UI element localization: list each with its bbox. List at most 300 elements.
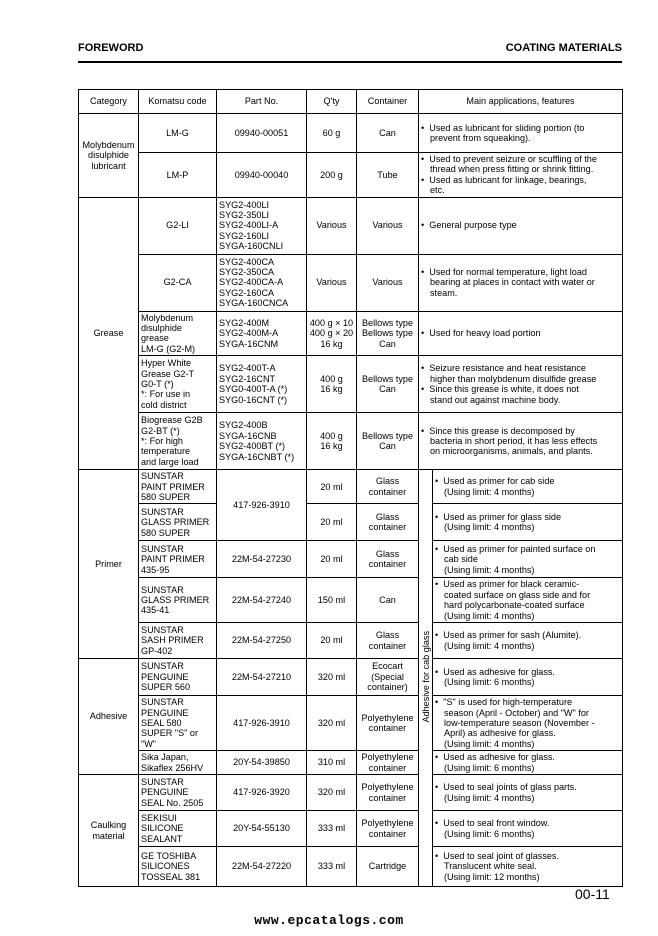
text-line: SEALANT xyxy=(141,833,183,844)
application-line: higher than molybdenum disulfide grease xyxy=(430,373,597,384)
text-line: SEKISUI xyxy=(141,813,177,824)
text-line: 320 ml xyxy=(317,671,346,682)
application-line: Since this grease is decomposed by xyxy=(429,425,575,436)
komatsu-code-cell: G2-CA xyxy=(139,254,217,311)
text-line: 580 SUPER xyxy=(141,527,191,538)
application-line: steam. xyxy=(430,287,458,298)
text-line: 320 ml xyxy=(317,717,346,728)
table-row xyxy=(79,504,623,541)
text-line: 22M-54-27230 xyxy=(231,554,292,565)
header-section-title: FOREWORD xyxy=(78,42,144,54)
container-cell xyxy=(357,659,419,696)
text-line: Polyethylene xyxy=(361,752,414,763)
quantity-cell xyxy=(307,847,357,887)
quantity-cell xyxy=(307,504,357,541)
komatsu-code-cell xyxy=(139,847,217,887)
komatsu-code-cell xyxy=(139,311,217,356)
category-cell-primer: Primer xyxy=(79,470,139,659)
text-line: SYG2-400B xyxy=(219,420,268,431)
text-line: Can xyxy=(379,595,396,606)
komatsu-code-cell xyxy=(139,413,217,470)
text-line: container xyxy=(368,762,407,773)
text-line: SYGA-16CNM xyxy=(219,338,279,349)
text-line: 400 g xyxy=(320,430,343,441)
table-row xyxy=(79,311,623,356)
container-cell xyxy=(357,413,419,470)
part-number-cell xyxy=(217,659,307,696)
text-line: Can xyxy=(379,338,396,349)
text-line: LM-G (G2-M) xyxy=(141,343,196,354)
glass-adhesive-note-cell xyxy=(419,470,433,887)
applications-cell xyxy=(433,659,623,696)
text-line: container xyxy=(368,486,407,497)
komatsu-code-cell xyxy=(139,751,217,775)
coating-materials-table xyxy=(78,89,623,887)
col-header-category: Category xyxy=(79,90,139,114)
text-line: SEAL 580 xyxy=(141,717,182,728)
komatsu-code-cell xyxy=(139,578,217,623)
part-number-cell xyxy=(217,254,307,311)
application-line: bacteria in short period, it has less effects xyxy=(430,436,598,447)
applications-cell xyxy=(419,153,623,198)
category-cell-grease: Grease xyxy=(79,197,139,470)
text-line: 20 ml xyxy=(320,635,343,646)
applications-cell xyxy=(433,623,623,659)
text-line: 320 ml xyxy=(317,787,346,798)
text-line: GE TOSHIBA xyxy=(141,851,197,862)
text-line: Can xyxy=(379,384,396,395)
text-line: Sikaflex 256HV xyxy=(141,762,204,773)
part-number-cell xyxy=(217,356,307,413)
text-line: container xyxy=(368,559,407,570)
part-number-cell xyxy=(217,696,307,751)
quantity-cell xyxy=(307,811,357,847)
page-number: 00-11 xyxy=(575,886,610,902)
container-cell xyxy=(357,578,419,623)
text-line: SYG2-400M xyxy=(219,317,270,328)
table-header-row xyxy=(79,90,623,114)
text-line: SYG2-160CA xyxy=(219,287,275,298)
komatsu-code-cell: G2-LI xyxy=(139,197,217,254)
part-number-cell xyxy=(217,153,307,198)
container-cell xyxy=(357,504,419,541)
table-row xyxy=(79,254,623,311)
applications-cell xyxy=(433,751,623,775)
text-line: SUNSTAR xyxy=(141,584,184,595)
text-line: PENGUINE xyxy=(141,707,189,718)
text-line: SEAL No. 2505 xyxy=(141,797,204,808)
application-bullet xyxy=(421,328,620,338)
application-line: April) as adhesive for glass. xyxy=(444,728,556,739)
header-chapter-title: COATING MATERIALS xyxy=(505,42,622,54)
text-line: Glass xyxy=(375,512,400,523)
application-bullet xyxy=(435,851,620,882)
text-line: Glass xyxy=(375,630,400,641)
komatsu-code-cell xyxy=(139,623,217,659)
text-line: SYG2-400T-A xyxy=(219,363,276,374)
text-line: Bellows type xyxy=(361,317,414,328)
text-line: SYG2-400LI xyxy=(219,199,270,210)
glass-adhesive-note: Adhesive for cab glass xyxy=(421,631,431,723)
table-row xyxy=(79,751,623,775)
text-line: SILICONES xyxy=(141,861,190,872)
komatsu-code-cell xyxy=(139,775,217,811)
application-line: Used as primer for glass side xyxy=(443,512,562,523)
applications-cell xyxy=(419,114,623,153)
text-line: 580 SUPER xyxy=(141,492,191,503)
application-line: (Using limit: 4 months) xyxy=(444,640,535,651)
application-bullet xyxy=(421,363,620,384)
text-line: Glass xyxy=(375,476,400,487)
col-header-container: Container xyxy=(357,90,419,114)
komatsu-code-cell xyxy=(139,541,217,578)
text-line: 22M-54-27210 xyxy=(231,671,292,682)
quantity-cell xyxy=(307,114,357,153)
text-line: container xyxy=(368,723,407,734)
text-line: PENGUINE xyxy=(141,787,189,798)
text-line: 16 kg xyxy=(320,384,343,395)
text-line: SYG2-350LI xyxy=(219,210,270,221)
applications-cell xyxy=(433,696,623,751)
text-line: SYG0-16CNT (*) xyxy=(219,394,288,405)
applications-cell xyxy=(433,811,623,847)
container-cell xyxy=(357,811,419,847)
text-line: 22M-54-27240 xyxy=(231,595,292,606)
text-line: container) xyxy=(367,682,408,693)
application-line: (Using limit: 12 months) xyxy=(444,871,540,882)
part-number-cell xyxy=(217,541,307,578)
part-number-cell xyxy=(217,114,307,153)
text-line: 60 g xyxy=(322,127,341,138)
text-line: SYG2-400M-A xyxy=(219,328,279,339)
text-line: Polyethylene xyxy=(361,818,414,829)
quantity-cell xyxy=(307,659,357,696)
application-bullet xyxy=(421,426,620,457)
text-line: 20 ml xyxy=(320,554,343,565)
table-row xyxy=(79,413,623,470)
col-header-qty: Q'ty xyxy=(307,90,357,114)
quantity-cell xyxy=(307,197,357,254)
applications-cell xyxy=(433,775,623,811)
category-cell-moly: Molybdenum disulphide lubricant xyxy=(79,114,139,198)
quantity-cell xyxy=(307,356,357,413)
application-line: hard polycarbonate-coated surface xyxy=(444,600,585,611)
application-bullet xyxy=(435,697,620,749)
part-number-cell xyxy=(217,775,307,811)
part-number-cell xyxy=(217,311,307,356)
text-line: 200 g xyxy=(320,169,343,180)
col-header-applications: Main applications, features xyxy=(419,90,623,114)
container-cell xyxy=(357,356,419,413)
application-line: "S" is used for high-temperature xyxy=(443,697,573,708)
container-cell xyxy=(357,751,419,775)
application-line: (Using limit: 6 months) xyxy=(444,828,535,839)
col-header-part-no: Part No. xyxy=(217,90,307,114)
table-row xyxy=(79,696,623,751)
table-row xyxy=(79,775,623,811)
container-cell xyxy=(357,541,419,578)
container-cell xyxy=(357,153,419,198)
application-line: (Using limit: 4 months) xyxy=(444,486,535,497)
text-line: SYGA-160CNCA xyxy=(219,298,289,309)
text-line: 22M-54-27220 xyxy=(231,861,292,872)
text-line: *: For high xyxy=(141,436,183,447)
application-bullet xyxy=(421,267,620,298)
application-line: Used to seal front window. xyxy=(443,818,550,829)
komatsu-code-cell xyxy=(139,811,217,847)
text-line: and large load xyxy=(141,456,199,467)
text-line: 150 ml xyxy=(317,595,346,606)
application-line: (Using limit: 4 months) xyxy=(444,610,535,621)
text-line: Bellows type xyxy=(361,430,414,441)
text-line: Can xyxy=(379,441,396,452)
table-row xyxy=(79,197,623,254)
application-bullet xyxy=(421,154,620,175)
komatsu-code-cell xyxy=(139,470,217,504)
text-line: container xyxy=(368,522,407,533)
text-line: (Special xyxy=(371,671,404,682)
application-line: (Using limit: 4 months) xyxy=(444,564,535,575)
applications-cell xyxy=(433,541,623,578)
quantity-cell xyxy=(307,578,357,623)
application-line: bearing at places in contact with water or xyxy=(430,277,595,288)
text-line: SUNSTAR xyxy=(141,661,184,672)
text-line: TOSSEAL 381 xyxy=(141,871,201,882)
komatsu-code-cell: LM-P xyxy=(139,153,217,198)
text-line: PENGUINE xyxy=(141,671,189,682)
table-row xyxy=(79,578,623,623)
container-cell xyxy=(357,775,419,811)
quantity-cell xyxy=(307,311,357,356)
application-bullet xyxy=(421,175,620,196)
application-line: low-temperature season (November - xyxy=(444,717,595,728)
col-header-komatsu-code: Komatsu code xyxy=(139,90,217,114)
application-bullet xyxy=(435,579,620,621)
komatsu-code-cell: LM-G xyxy=(139,114,217,153)
container-cell xyxy=(357,470,419,504)
part-number-cell xyxy=(217,623,307,659)
text-line: Various xyxy=(372,220,403,231)
text-line: 417-926-3920 xyxy=(233,787,290,798)
text-line: SYG2-160LI xyxy=(219,230,270,241)
text-line: SYG2-350CA xyxy=(219,267,275,278)
container-cell xyxy=(357,847,419,887)
text-line: 333 ml xyxy=(317,861,346,872)
application-bullet xyxy=(421,384,620,405)
text-line: *: For use in xyxy=(141,389,191,400)
text-line: 435-95 xyxy=(141,564,170,575)
applications-cell xyxy=(433,504,623,541)
text-line: Bellows type xyxy=(361,328,414,339)
container-cell xyxy=(357,696,419,751)
table-row xyxy=(79,470,623,504)
text-line: 417-926-3910 xyxy=(233,717,290,728)
application-bullet xyxy=(435,512,620,533)
part-number-cell xyxy=(217,470,307,541)
applications-cell xyxy=(433,847,623,887)
quantity-cell xyxy=(307,751,357,775)
applications-cell xyxy=(419,197,623,254)
category-cell-adhesive: Adhesive xyxy=(79,659,139,775)
text-line: SUPER 560 xyxy=(141,682,191,693)
container-cell xyxy=(357,197,419,254)
text-line: cold district xyxy=(141,399,187,410)
quantity-cell xyxy=(307,541,357,578)
application-line: (Using limit: 4 months) xyxy=(444,792,535,803)
part-number-cell xyxy=(217,751,307,775)
text-line: SYG2-16CNT xyxy=(219,373,276,384)
text-line: Can xyxy=(379,127,396,138)
text-line: grease xyxy=(141,333,169,344)
header-rule xyxy=(78,61,622,63)
text-line: Various xyxy=(372,277,403,288)
application-line: Used as lubricant for sliding portion (to xyxy=(429,122,585,133)
text-line: container xyxy=(368,792,407,803)
quantity-cell xyxy=(307,153,357,198)
text-line: SYG2-400LI-A xyxy=(219,220,279,231)
text-line: SYGA-160CNLI xyxy=(219,241,284,252)
text-line: G0-T (*) xyxy=(141,379,174,390)
watermark-url: www.epcatalogs.com xyxy=(254,913,404,928)
applications-cell xyxy=(419,254,623,311)
komatsu-code-cell xyxy=(139,659,217,696)
application-line: stand out against machine body. xyxy=(430,394,561,405)
applications-cell xyxy=(419,356,623,413)
table-row xyxy=(79,847,623,887)
container-cell xyxy=(357,623,419,659)
text-line: 22M-54-27250 xyxy=(231,635,292,646)
text-line: PAINT PRIMER xyxy=(141,554,205,565)
application-bullet xyxy=(421,123,620,144)
text-line: SYG2-400CA-A xyxy=(219,277,284,288)
text-line: Hyper White xyxy=(141,358,192,369)
applications-cell xyxy=(419,413,623,470)
komatsu-code-cell xyxy=(139,356,217,413)
text-line: SUNSTAR xyxy=(141,777,184,788)
application-bullet xyxy=(435,782,620,803)
text-line: 16 kg xyxy=(320,441,343,452)
application-line: Used for heavy load portion xyxy=(429,328,541,339)
application-bullet xyxy=(435,818,620,839)
container-cell xyxy=(357,114,419,153)
application-bullet xyxy=(435,667,620,688)
application-bullet xyxy=(435,476,620,497)
application-line: (Using limit: 4 months) xyxy=(444,738,535,749)
text-line: GP-402 xyxy=(141,645,173,656)
text-line: 435-41 xyxy=(141,605,170,616)
text-line: Glass xyxy=(375,549,400,560)
application-line: prevent from squeaking). xyxy=(430,133,531,143)
application-line: etc. xyxy=(430,185,445,196)
application-line: Used for normal temperature, light load xyxy=(429,267,587,278)
quantity-cell xyxy=(307,623,357,659)
text-line: SUNSTAR xyxy=(141,543,184,554)
komatsu-code-cell xyxy=(139,504,217,541)
application-line: Used to seal joints of glass parts. xyxy=(443,782,577,793)
container-cell xyxy=(357,311,419,356)
quantity-cell xyxy=(307,254,357,311)
page-header xyxy=(78,42,622,58)
text-line: 400 g × 10 xyxy=(309,317,354,328)
part-number-cell xyxy=(217,811,307,847)
application-bullet xyxy=(435,544,620,575)
application-line: cab side xyxy=(444,554,478,565)
text-line: SUNSTAR xyxy=(141,471,184,482)
text-line: Sika Japan, xyxy=(141,752,189,763)
text-line: container xyxy=(368,640,407,651)
application-line: Since this grease is white, it does not xyxy=(429,384,579,395)
text-line: SUNSTAR xyxy=(141,506,184,517)
application-line: Used as adhesive for glass. xyxy=(443,666,555,677)
table-row xyxy=(79,114,623,153)
text-line: Polyethylene xyxy=(361,712,414,723)
application-line: Used as primer for painted surface on xyxy=(443,543,596,554)
application-line: Seizure resistance and heat resistance xyxy=(429,363,586,374)
application-line: General purpose type xyxy=(429,220,517,231)
text-line: SILICONE xyxy=(141,823,184,834)
application-line: thread when press fitting or shrink fitting. xyxy=(430,164,594,175)
text-line: "W" xyxy=(141,738,157,749)
part-number-cell xyxy=(217,413,307,470)
text-line: Molybdenum xyxy=(141,312,194,323)
text-line: SASH PRIMER xyxy=(141,635,204,646)
text-line: 400 g xyxy=(320,373,343,384)
text-line: Bellows type xyxy=(361,373,414,384)
text-line: container xyxy=(368,828,407,839)
text-line: SUNSTAR xyxy=(141,697,184,708)
text-line: 09940-00051 xyxy=(234,127,289,138)
text-line: SYGA-16CNB xyxy=(219,430,277,441)
text-line: 09940-00040 xyxy=(234,169,289,180)
text-line: Ecocart xyxy=(372,661,403,672)
text-line: PAINT PRIMER xyxy=(141,481,205,492)
text-line: 20Y-54-55130 xyxy=(233,823,290,834)
application-bullet xyxy=(435,630,620,651)
application-line: on microorganisms, animals, and plants. xyxy=(430,446,593,457)
application-line: Used as adhesive for glass. xyxy=(443,752,555,763)
application-line: season (April - October) and "W" for xyxy=(444,707,589,718)
application-line: Translucent white seal. xyxy=(444,861,537,872)
text-line: 400 g × 20 xyxy=(309,328,354,339)
table-row xyxy=(79,659,623,696)
application-line: Used as primer for black ceramic- xyxy=(443,579,580,590)
application-line: Used as lubricant for linkage, bearings, xyxy=(429,174,587,185)
application-line: Used to prevent seizure or scuffling of the xyxy=(429,154,597,164)
category-cell-caulking: Caulking material xyxy=(79,775,139,887)
applications-cell xyxy=(433,470,623,504)
quantity-cell xyxy=(307,470,357,504)
text-line: Various xyxy=(316,220,347,231)
applications-cell xyxy=(433,578,623,623)
application-line: (Using limit: 4 months) xyxy=(444,522,535,533)
text-line: G2-BT (*) xyxy=(141,425,180,436)
text-line: 20 ml xyxy=(320,481,343,492)
text-line: 16 kg xyxy=(320,338,343,349)
part-number-cell xyxy=(217,578,307,623)
table-row xyxy=(79,356,623,413)
application-line: (Using limit: 6 months) xyxy=(444,762,535,773)
application-line: Used as primer for cab side xyxy=(443,476,555,487)
application-line: coated surface on glass side and for xyxy=(444,589,591,600)
quantity-cell xyxy=(307,696,357,751)
text-line: Various xyxy=(316,277,347,288)
text-line: SUNSTAR xyxy=(141,624,184,635)
text-line: SYG2-400BT (*) xyxy=(219,441,286,452)
text-line: SYG2-400CA xyxy=(219,256,275,267)
text-line: 20Y-54-39850 xyxy=(233,757,290,768)
part-number-cell xyxy=(217,847,307,887)
text-line: Grease G2-T xyxy=(141,368,195,379)
